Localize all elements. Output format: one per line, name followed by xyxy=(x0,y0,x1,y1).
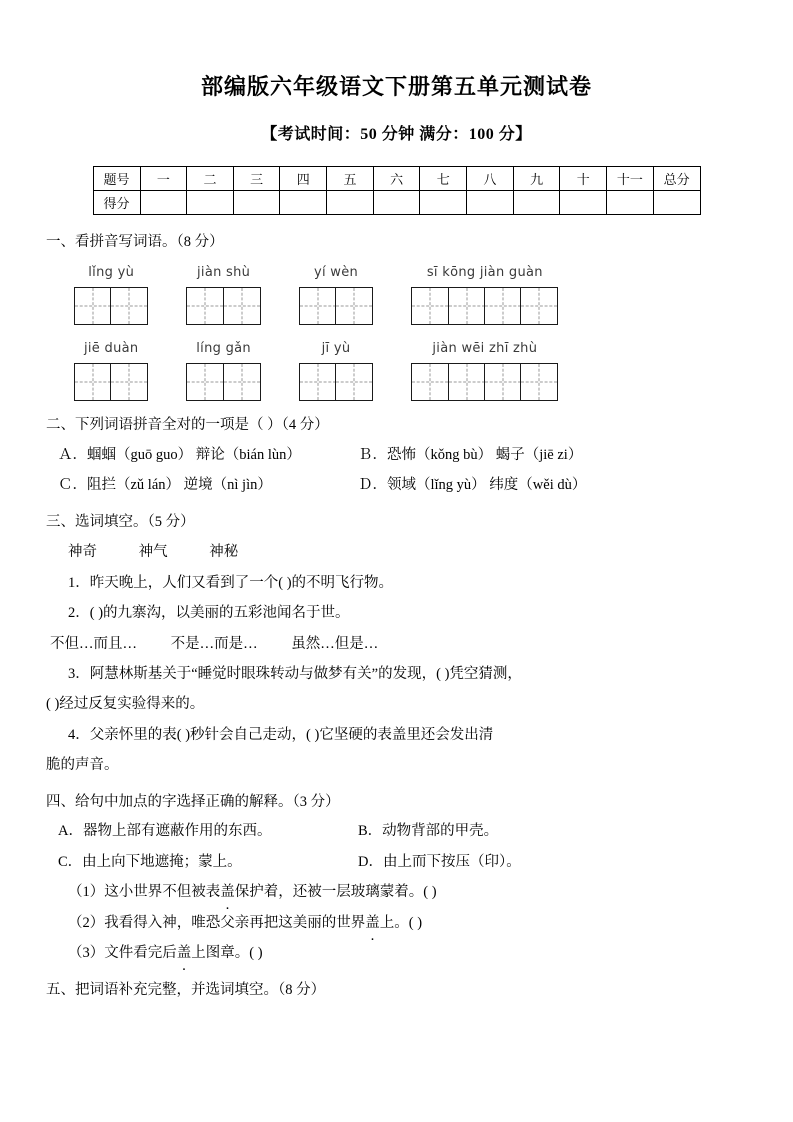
section-3-item-3-line-1[interactable]: 3．阿慧林斯基关于“睡觉时眼珠转动与做梦有关”的发现，( )凭空猜测， xyxy=(68,665,522,682)
section-3-item-4-line-2: 脆的声音。 xyxy=(46,757,119,774)
item-text-after-dot: 上图章。( ) xyxy=(191,945,263,962)
row-label-question-number: 题号 xyxy=(93,167,140,191)
tianzige-cell[interactable] xyxy=(186,363,224,401)
pinyin-group-si-kong-jian-guan xyxy=(411,265,558,325)
pinyin-label: jiàn wēi zhī zhù xyxy=(432,341,538,357)
section-4-item-3[interactable] xyxy=(46,942,747,965)
exam-subtitle: 【考试时间：50 分钟 满分：100 分】 xyxy=(261,126,532,143)
section-3-word-bank xyxy=(46,541,747,564)
score-input-5[interactable] xyxy=(327,191,374,215)
item-text-after-dot: 保护着，还被一层玻璃蒙着。( ) xyxy=(234,884,437,901)
option-d[interactable]: D．由上而下按压（印）。 xyxy=(358,853,521,870)
tianzige-group[interactable] xyxy=(299,363,373,401)
score-col-10: 十 xyxy=(560,167,607,191)
tianzige-cell[interactable] xyxy=(74,287,112,325)
score-table xyxy=(93,166,701,215)
tianzige-cell[interactable] xyxy=(299,287,337,325)
section-3-item-2[interactable]: 2．( )的九寨沟，以美丽的五彩池闻名于世。 xyxy=(68,605,350,622)
tianzige-cell[interactable] xyxy=(223,363,261,401)
section-5-heading: 五、把词语补充完整，并选词填空。（8 分） xyxy=(46,981,326,998)
pinyin-group-yi-wen xyxy=(299,265,373,325)
option-a[interactable]: Ａ．蝈蝈（guō guo） 辩论（bián lùn） xyxy=(58,446,301,463)
emphasized-character: 盖 xyxy=(176,945,192,962)
tianzige-group[interactable] xyxy=(411,287,558,325)
score-input-1[interactable] xyxy=(140,191,187,215)
tianzige-cell[interactable] xyxy=(448,287,486,325)
pinyin-group-ji-yu xyxy=(299,341,373,401)
section-3-item-3-line-2[interactable]: ( )经过反复实验得来的。 xyxy=(46,696,205,713)
score-input-6[interactable] xyxy=(373,191,420,215)
tianzige-cell[interactable] xyxy=(484,363,522,401)
option-c[interactable]: Ｃ．阻拦（zǔ lán） 逆境（nì jìn） xyxy=(58,477,272,494)
score-col-11: 十一 xyxy=(607,167,654,191)
score-input-10[interactable] xyxy=(560,191,607,215)
pinyin-row-1 xyxy=(46,265,747,325)
score-col-8: 八 xyxy=(467,167,514,191)
score-col-7: 七 xyxy=(420,167,467,191)
option-d[interactable]: Ｄ．领域（lǐng yù） 纬度（wěi dù） xyxy=(358,477,587,494)
score-input-7[interactable] xyxy=(420,191,467,215)
score-table-container xyxy=(0,144,793,215)
word-bank-item[interactable]: 神秘 xyxy=(209,544,239,561)
item-text-after-dot: 上。( ) xyxy=(379,914,423,931)
option-b[interactable]: Ｂ．恐怖（kǒng bù） 蝎子（jiē zi） xyxy=(358,446,583,463)
section-3-item-1[interactable]: 1．昨天晚上，人们又看到了一个( )的不明飞行物。 xyxy=(68,574,394,591)
section-4-heading: 四、给句中加点的字选择正确的解释。（3 分） xyxy=(46,793,340,810)
table-row-scores xyxy=(93,191,700,215)
section-4-option-row-2 xyxy=(46,851,747,874)
tianzige-cell[interactable] xyxy=(110,363,148,401)
score-input-4[interactable] xyxy=(280,191,327,215)
pinyin-group-jian-wei-zhi-zhu xyxy=(411,341,558,401)
word-bank-item[interactable]: 神气 xyxy=(138,544,168,561)
score-input-11[interactable] xyxy=(607,191,654,215)
row-label-score: 得分 xyxy=(93,191,140,215)
pinyin-label: lǐng yù xyxy=(88,265,135,281)
tianzige-group[interactable] xyxy=(186,363,260,401)
tianzige-cell[interactable] xyxy=(520,287,558,325)
tianzige-cell[interactable] xyxy=(411,363,449,401)
section-2-heading: 二、下列词语拼音全对的一项是（ ）（4 分） xyxy=(46,417,329,434)
tianzige-group[interactable] xyxy=(299,287,373,325)
section-4-item-2[interactable] xyxy=(46,912,747,935)
section-3-conjunction-bank xyxy=(46,633,747,656)
item-text-before-dot: （2）我看得入神，唯恐父亲再把这美丽的世界 xyxy=(68,914,366,931)
conjunction-bank-item[interactable]: 虽然…但是… xyxy=(291,635,379,652)
score-input-2[interactable] xyxy=(187,191,234,215)
tianzige-group[interactable] xyxy=(74,287,148,325)
score-input-3[interactable] xyxy=(233,191,280,215)
score-col-total: 总分 xyxy=(653,167,700,191)
tianzige-group[interactable] xyxy=(411,363,558,401)
option-b[interactable]: B．动物背部的甲壳。 xyxy=(358,823,499,840)
pinyin-label: jiàn shù xyxy=(197,265,251,281)
tianzige-cell[interactable] xyxy=(74,363,112,401)
conjunction-bank-item[interactable]: 不是…而是… xyxy=(170,635,258,652)
conjunction-bank-item[interactable]: 不但…而且… xyxy=(50,635,137,652)
tianzige-cell[interactable] xyxy=(520,363,558,401)
option-a[interactable]: A．器物上部有遮蔽作用的东西。 xyxy=(58,823,272,840)
item-text-before-dot: （3）文件看完后 xyxy=(68,945,177,962)
tianzige-cell[interactable] xyxy=(186,287,224,325)
section-2-option-row-2 xyxy=(46,474,747,497)
pinyin-label: jī yù xyxy=(321,341,351,357)
tianzige-cell[interactable] xyxy=(335,287,373,325)
section-2-option-row-1 xyxy=(46,444,747,467)
score-col-6: 六 xyxy=(373,167,420,191)
section-3-heading: 三、选词填空。（5 分） xyxy=(46,513,195,530)
emphasized-character: 盖 xyxy=(220,884,235,901)
page-title: 部编版六年级语文下册第五单元测试卷 xyxy=(200,74,592,99)
tianzige-group[interactable] xyxy=(186,287,260,325)
pinyin-label: líng gǎn xyxy=(196,341,251,357)
tianzige-cell[interactable] xyxy=(223,287,261,325)
pinyin-label: jiē duàn xyxy=(83,341,139,357)
score-col-3: 三 xyxy=(233,167,280,191)
tianzige-group[interactable] xyxy=(74,363,148,401)
table-row-question-numbers xyxy=(93,167,700,191)
score-col-4: 四 xyxy=(280,167,327,191)
score-col-2: 二 xyxy=(187,167,234,191)
pinyin-group-jian-shu xyxy=(186,265,260,325)
score-input-8[interactable] xyxy=(467,191,514,215)
score-col-5: 五 xyxy=(327,167,374,191)
pinyin-group-ling-gan xyxy=(186,341,260,401)
exam-content xyxy=(0,231,793,1001)
word-bank-item[interactable]: 神奇 xyxy=(68,544,97,561)
section-3-item-4-line-1[interactable]: 4．父亲怀里的表( )秒针会自己走动，( )它坚硬的表盖里还会发出清 xyxy=(68,726,494,743)
pinyin-group-ling-yu xyxy=(74,265,148,325)
tianzige-cell[interactable] xyxy=(110,287,148,325)
tianzige-cell[interactable] xyxy=(411,287,449,325)
pinyin-group-jie-duan xyxy=(74,341,148,401)
pinyin-label: yí wèn xyxy=(313,265,359,281)
score-input-total[interactable] xyxy=(653,191,700,215)
section-1-heading: 一、看拼音写词语。（8 分） xyxy=(46,234,224,250)
option-c[interactable]: C．由上向下地遮掩；蒙上。 xyxy=(58,853,242,870)
pinyin-row-2 xyxy=(46,341,747,401)
tianzige-cell[interactable] xyxy=(335,363,373,401)
score-col-1: 一 xyxy=(140,167,187,191)
score-input-9[interactable] xyxy=(513,191,560,215)
pinyin-writing-area xyxy=(46,265,747,401)
section-4-item-1[interactable] xyxy=(46,881,747,904)
pinyin-label: sī kōng jiàn guàn xyxy=(426,265,543,281)
emphasized-character: 盖 xyxy=(365,914,380,931)
tianzige-cell[interactable] xyxy=(484,287,522,325)
section-4-option-row-1 xyxy=(46,820,747,843)
score-col-9: 九 xyxy=(513,167,560,191)
tianzige-cell[interactable] xyxy=(448,363,486,401)
item-text-before-dot: （1）这小世界不但被表 xyxy=(68,884,221,901)
tianzige-cell[interactable] xyxy=(299,363,337,401)
